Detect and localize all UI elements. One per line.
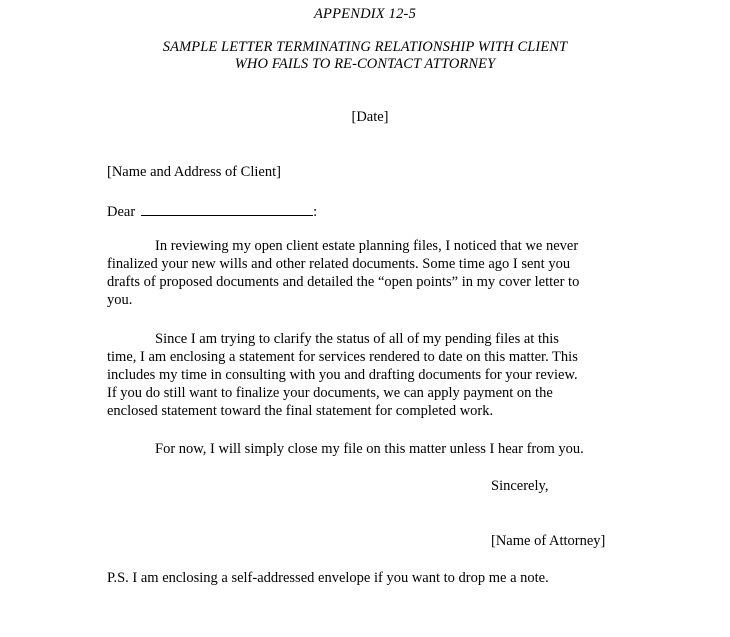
paragraph-2: [107, 330, 637, 420]
paragraph-3: [107, 440, 637, 458]
paragraph-1-line: finalized your new wills and other related documents. Some time ago I sent you: [107, 256, 571, 272]
paragraph-2-line: Since I am trying to clarify the status of all of my pending files at this: [155, 331, 559, 347]
paragraph-2-line: enclosed statement toward the final statement for completed work.: [107, 403, 494, 419]
paragraph-3-line: For now, I will simply close my file on this matter unless I hear from you.: [155, 441, 584, 457]
salutation: [107, 201, 317, 221]
postscript: P.S. I am enclosing a self-addressed envelope if you want to drop me a note.: [107, 570, 549, 586]
paragraph-2-line: time, I am enclosing a statement for services rendered to date on this matter. This: [107, 349, 578, 365]
title-line-1: SAMPLE LETTER TERMINATING RELATIONSHIP WITH CLIENT: [162, 39, 568, 55]
paragraph-1-line: drafts of proposed documents and detailed the “open points” in my cover letter to: [107, 274, 580, 290]
salutation-colon: :: [313, 204, 318, 220]
closing-sincerely: Sincerely,: [491, 478, 549, 494]
appendix-label: APPENDIX 12-5: [313, 6, 417, 22]
salutation-blank-line: [141, 201, 313, 216]
client-address-placeholder: [Name and Address of Client]: [107, 164, 281, 180]
salutation-word: Dear: [107, 204, 136, 220]
paragraph-2-line: includes my time in consulting with you and drafting documents for your review.: [107, 367, 578, 383]
paragraph-1-line: you.: [107, 292, 133, 308]
title-line-2: WHO FAILS TO RE-CONTACT ATTORNEY: [234, 56, 496, 72]
date-placeholder: [Date]: [351, 109, 389, 125]
paragraph-1: [107, 237, 637, 309]
attorney-signature-placeholder: [Name of Attorney]: [491, 533, 606, 549]
paragraph-2-line: If you do still want to finalize your documents, we can apply payment on the: [107, 385, 553, 401]
paragraph-1-line: In reviewing my open client estate planning files, I noticed that we never: [155, 238, 579, 254]
